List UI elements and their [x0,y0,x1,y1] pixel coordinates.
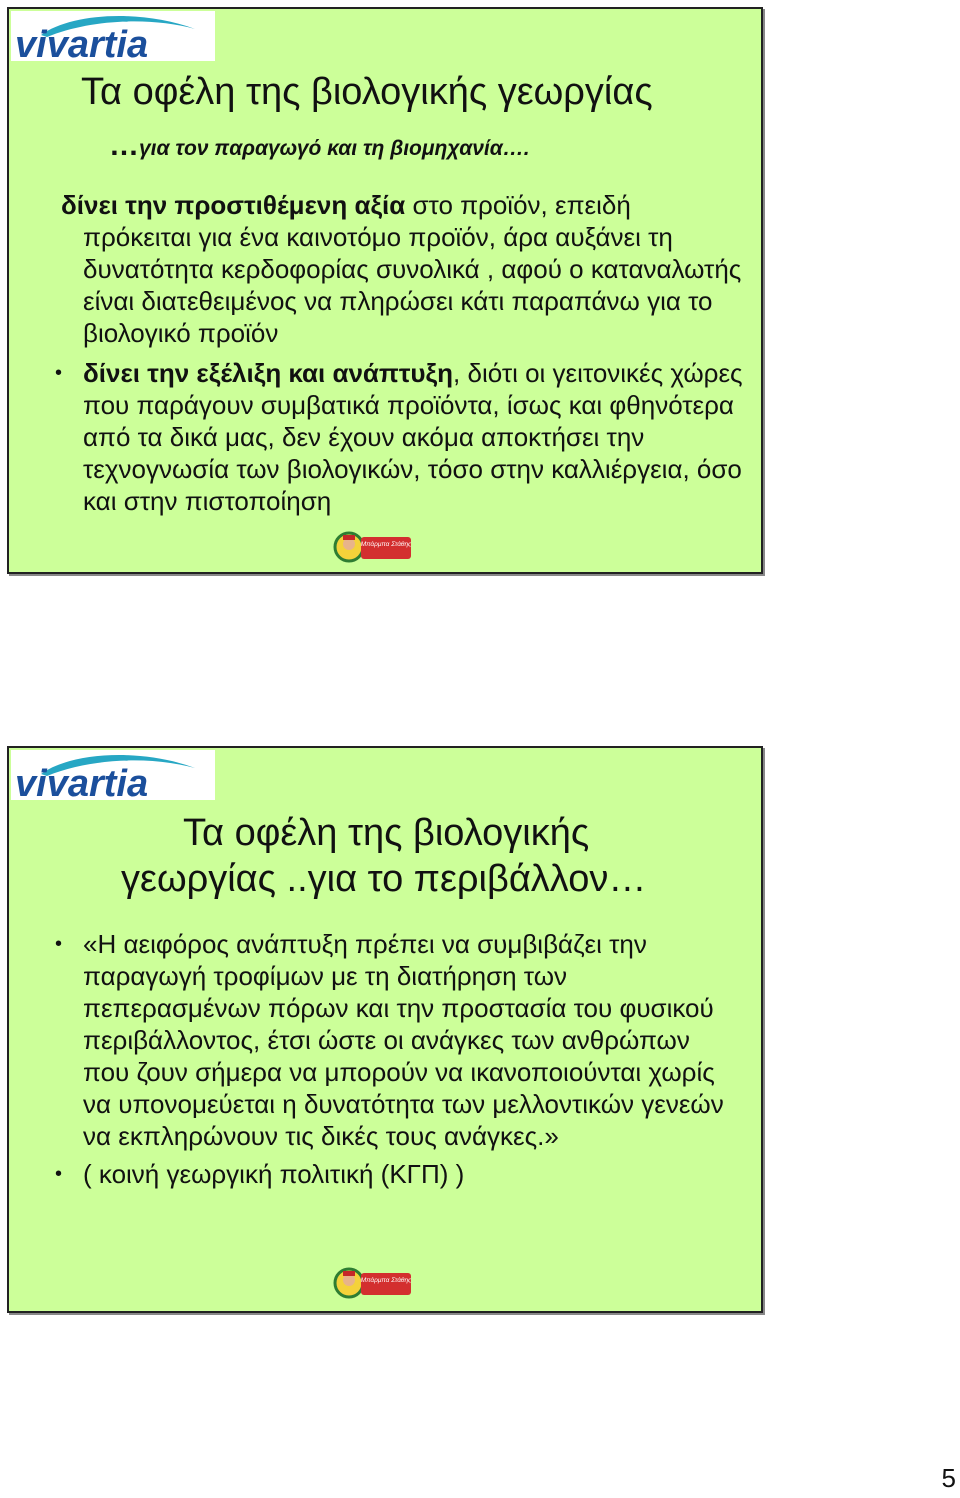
vivartia-logo-graphic [11,11,215,61]
barba-stathis-logo [329,529,413,563]
subtitle-ellipsis: … [109,129,139,162]
lead-paragraph-rest: πρόκειται για ένα καινοτόμο προϊόν, άρα αυξάνει τη δυνατότητα κερδοφορίας συνολικά , αφού ο καταναλωτής είναι διατεθειμένος να πληρώσει κάτι παραπάνω για το βιολογικό προϊόν [83,222,742,348]
bullet-bold-phrase: δίνει την εξέλιξη και ανάπτυξη [83,358,454,388]
slide-1-bullet-list [53,357,743,523]
subtitle-text: για τον παραγωγό και τη βιομηχανία…. [139,137,530,160]
slide-1-title: Τα οφέλη της βιολογικής γεωργίας [81,71,653,113]
bullet-icon: • [55,933,63,955]
bullet-icon: • [55,1163,63,1185]
slide-1-subtitle [109,129,530,163]
vivartia-logo [11,750,215,800]
slide-1 [7,7,763,574]
slide-2-bullet-list [53,928,743,1196]
bullet-text: ( κοινή γεωργική πολιτική (ΚΓΠ) ) [83,1159,465,1189]
stathis-logo-text: Μπάρμπα Στάθης [360,1277,412,1284]
slide-2-title-line-1: Τα οφέλη της βιολογικής [183,812,590,854]
bullet-text: , διότι οι γειτονικές χώρες που παράγουν συμβατικά προϊόντα, ίσως και φθηνότερα από τα δικά μας, δεν έχουν ακόμα αποκτήσει την τεχνογνωσία των βιολογικών, τόσο στην καλλιέργεια, όσο και στην πιστοποίηση [83,358,743,516]
slide-1-lead-paragraph [61,189,751,349]
slide-2-title-line-2: γεωργίας ..για το περιβάλλον… [121,858,647,900]
list-item [53,1158,743,1190]
vivartia-logo-graphic [11,750,215,800]
bullet-text: «Η αειφόρος ανάπτυξη πρέπει να συμβιβάζει την παραγωγή τροφίμων με τη διατήρηση των πεπερασμένων πόρων και την προστασία του φυσικού περιβάλλοντος, έτσι ώστε οι ανάγκες των ανθρώπων που ζουν σήμερα να μπορούν να ικανοποιούνται χωρίς να υπονομεύεται η δυνατότητα των μελλοντικών γενεών να εκπληρώνουν τις δικές τους ανάγκες.» [83,929,724,1151]
list-item [53,357,743,517]
vivartia-logo-text: vivartia [15,24,149,61]
slide-2-title [9,810,765,902]
bullet-icon: • [55,362,63,384]
vivartia-logo [11,11,215,61]
barba-stathis-logo [329,1265,413,1299]
lead-first-line-rest: στο προϊόν, επειδή [405,190,631,220]
list-item [53,928,743,1152]
stathis-logo-text: Μπάρμπα Στάθης [360,541,412,548]
slide-2 [7,746,763,1313]
page-number: 5 [941,1463,956,1493]
lead-bold-phrase: δίνει την προστιθέμενη αξία [61,190,406,220]
vivartia-logo-text: vivartia [15,763,149,800]
